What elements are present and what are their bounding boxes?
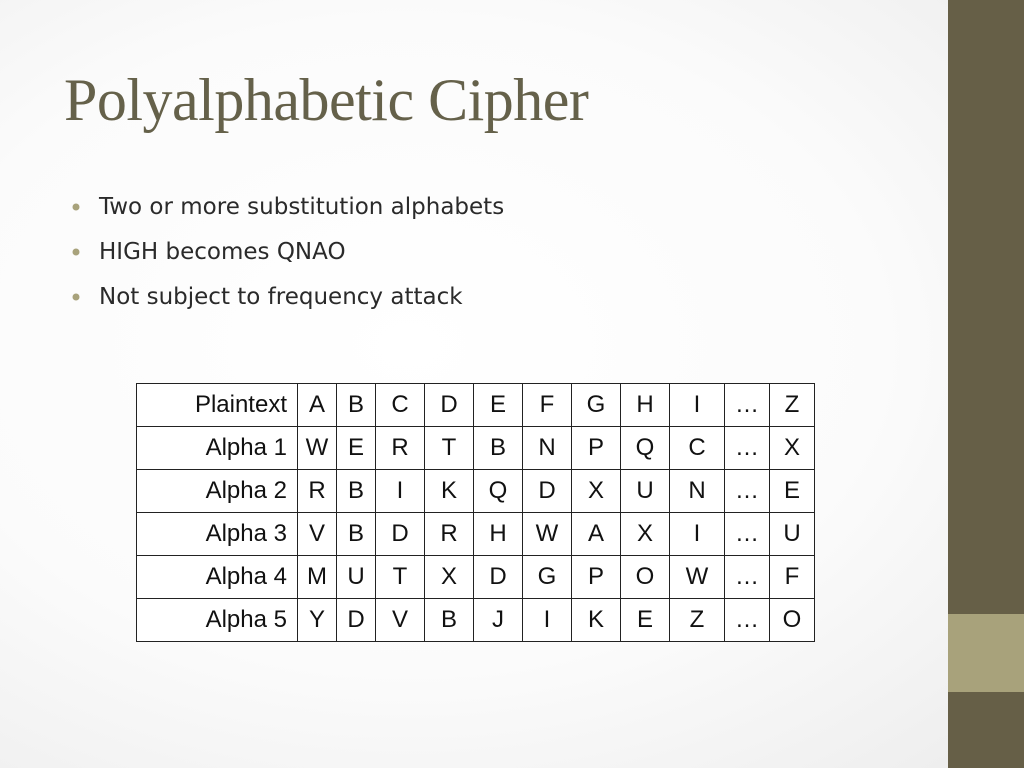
table-cell: V [376,599,425,642]
table-cell: … [725,513,770,556]
table-cell: I [523,599,572,642]
table-cell: A [572,513,621,556]
table-cell: I [376,470,425,513]
table-cell: Q [474,470,523,513]
table-cell: X [770,427,815,470]
row-label: Alpha 2 [137,470,298,513]
table-cell: F [523,384,572,427]
table-cell: E [621,599,670,642]
table-cell: D [425,384,474,427]
table-row-alpha-1 [137,427,815,470]
table-cell: O [770,599,815,642]
table-cell: C [670,427,725,470]
table-cell: R [298,470,337,513]
row-label: Alpha 3 [137,513,298,556]
table-cell: C [376,384,425,427]
table-cell: T [425,427,474,470]
table-cell: W [670,556,725,599]
table-cell: D [337,599,376,642]
bullet-item [72,229,504,274]
table-cell: K [425,470,474,513]
side-accent-block [948,614,1024,692]
bullet-dot-icon [72,248,80,256]
table-cell: Z [670,599,725,642]
table-cell: X [572,470,621,513]
row-label: Alpha 4 [137,556,298,599]
table-cell: D [376,513,425,556]
cipher-table [136,383,815,642]
table-cell: Z [770,384,815,427]
bullet-text: Two or more substitution alphabets [99,193,505,220]
table-cell: U [770,513,815,556]
bullet-item [72,184,504,229]
table-cell: W [298,427,337,470]
table-cell: … [725,556,770,599]
table-cell: H [621,384,670,427]
table-row-alpha-5 [137,599,815,642]
table-cell: U [337,556,376,599]
table-cell: … [725,599,770,642]
table-cell: I [670,513,725,556]
bullet-dot-icon [72,293,80,301]
table-cell: E [474,384,523,427]
table-cell: G [572,384,621,427]
bullet-dot-icon [72,203,80,211]
table-cell: B [337,470,376,513]
table-cell: V [298,513,337,556]
table-cell: N [523,427,572,470]
table-cell: … [725,427,770,470]
table-cell: Y [298,599,337,642]
table-cell: H [474,513,523,556]
table-cell: B [337,384,376,427]
table-cell: D [474,556,523,599]
table-cell: I [670,384,725,427]
table-cell: … [725,470,770,513]
bullet-text: Not subject to frequency attack [99,283,463,310]
table-cell: F [770,556,815,599]
table-cell: D [523,470,572,513]
bullet-text: HIGH becomes QNAO [99,238,346,265]
table-cell: G [523,556,572,599]
table-cell: B [474,427,523,470]
table-row-plaintext [137,384,815,427]
table-cell: W [523,513,572,556]
table-cell: U [621,470,670,513]
bullet-list [72,184,504,319]
table-cell: Q [621,427,670,470]
table-row-alpha-2 [137,470,815,513]
table-cell: M [298,556,337,599]
bullet-item [72,274,504,319]
table-cell: P [572,556,621,599]
table-cell: J [474,599,523,642]
table-cell: X [425,556,474,599]
table-cell: N [670,470,725,513]
table-cell: O [621,556,670,599]
table-row-alpha-3 [137,513,815,556]
table-cell: E [770,470,815,513]
table-cell: P [572,427,621,470]
table-cell: A [298,384,337,427]
table-cell: B [425,599,474,642]
table-cell: X [621,513,670,556]
table-cell: B [337,513,376,556]
table-cell: K [572,599,621,642]
table-cell: … [725,384,770,427]
row-label: Plaintext [137,384,298,427]
table-cell: T [376,556,425,599]
slide-title: Polyalphabetic Cipher [64,67,589,133]
row-label: Alpha 1 [137,427,298,470]
table-row-alpha-4 [137,556,815,599]
table-cell: R [376,427,425,470]
table-cell: E [337,427,376,470]
row-label: Alpha 5 [137,599,298,642]
table-cell: R [425,513,474,556]
